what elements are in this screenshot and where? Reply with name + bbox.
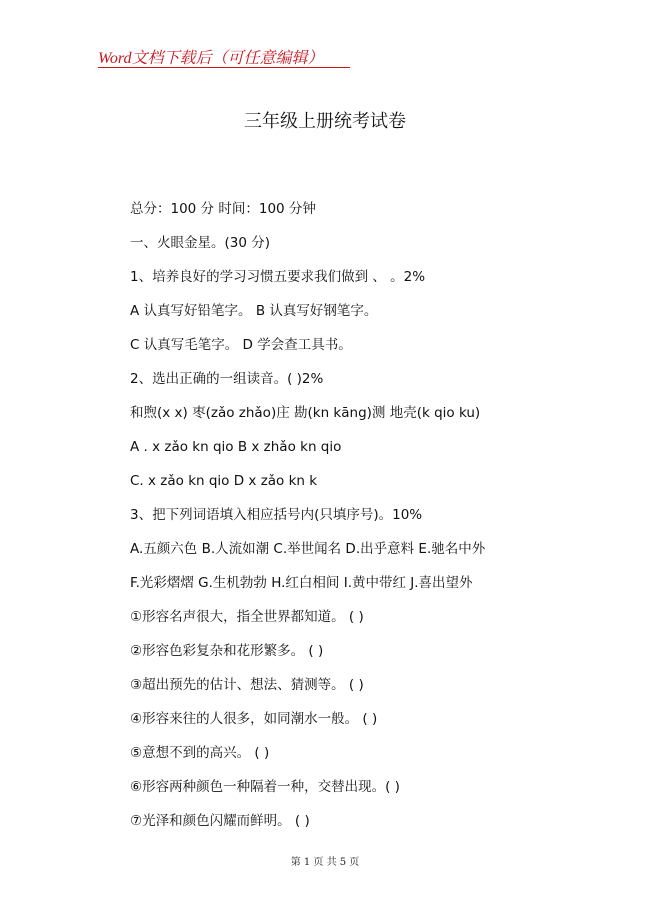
- question-3-item-4: ④形容来往的人很多，如同潮水一般。 ( ): [130, 711, 378, 727]
- score-time-line: 总分：100 分 时间：100 分钟: [130, 201, 316, 217]
- question-3-item-5: ⑤意想不到的高兴。 ( ): [130, 745, 270, 761]
- document-title: 三年级上册统考试卷: [244, 111, 406, 132]
- section-heading: 一、火眼金星。(30 分): [130, 235, 271, 251]
- question-1-options-cd: C 认真写毛笔字。 D 学会查工具书。: [130, 337, 352, 353]
- document-body: [130, 197, 600, 843]
- download-banner: Word文档下载后（可任意编辑）: [98, 50, 324, 67]
- question-3-item-7: ⑦光泽和颜色闪耀而鲜明。 ( ): [130, 813, 310, 829]
- question-3: 3、把下列词语填入相应括号内(只填序号)。10%: [130, 507, 423, 523]
- banner-underline: [98, 67, 350, 68]
- question-3-word-bank-2: F.光彩熠熠 G.生机勃勃 H.红白相间 I.黄中带红 J.喜出望外: [130, 575, 473, 591]
- question-2-words: 和煦(x x) 枣(zǎo zhǎo)庄 勘(kn kāng)测 地壳(k qio ku): [130, 405, 481, 421]
- question-1-options-ab: A 认真写好铅笔字。 B 认真写好钢笔字。: [130, 303, 378, 319]
- question-3-item-6: ⑥形容两种颜色一种隔着一种，交替出现。( ): [130, 779, 400, 795]
- question-2-options-cd: C. x zǎo kn qio D x zǎo kn k: [130, 473, 318, 489]
- question-3-item-1: ①形容名声很大，指全世界都知道。 ( ): [130, 609, 364, 625]
- question-3-item-2: ②形容色彩复杂和花形繁多。 ( ): [130, 643, 324, 659]
- question-3-item-3: ③超出预先的估计、想法、猜测等。 ( ): [130, 677, 364, 693]
- question-1: 1、培养良好的学习习惯五要求我们做到 、 。2%: [130, 269, 426, 285]
- question-2-options-ab: A . x zǎo kn qio B x zhǎo kn qio: [130, 439, 342, 455]
- question-3-word-bank-1: A.五颜六色 B.人流如潮 C.举世闻名 D.出乎意料 E.驰名中外: [130, 541, 486, 557]
- question-2: 2、选出正确的一组读音。( )2%: [130, 371, 324, 387]
- page-indicator: 第 1 页 共 5 页: [290, 857, 360, 868]
